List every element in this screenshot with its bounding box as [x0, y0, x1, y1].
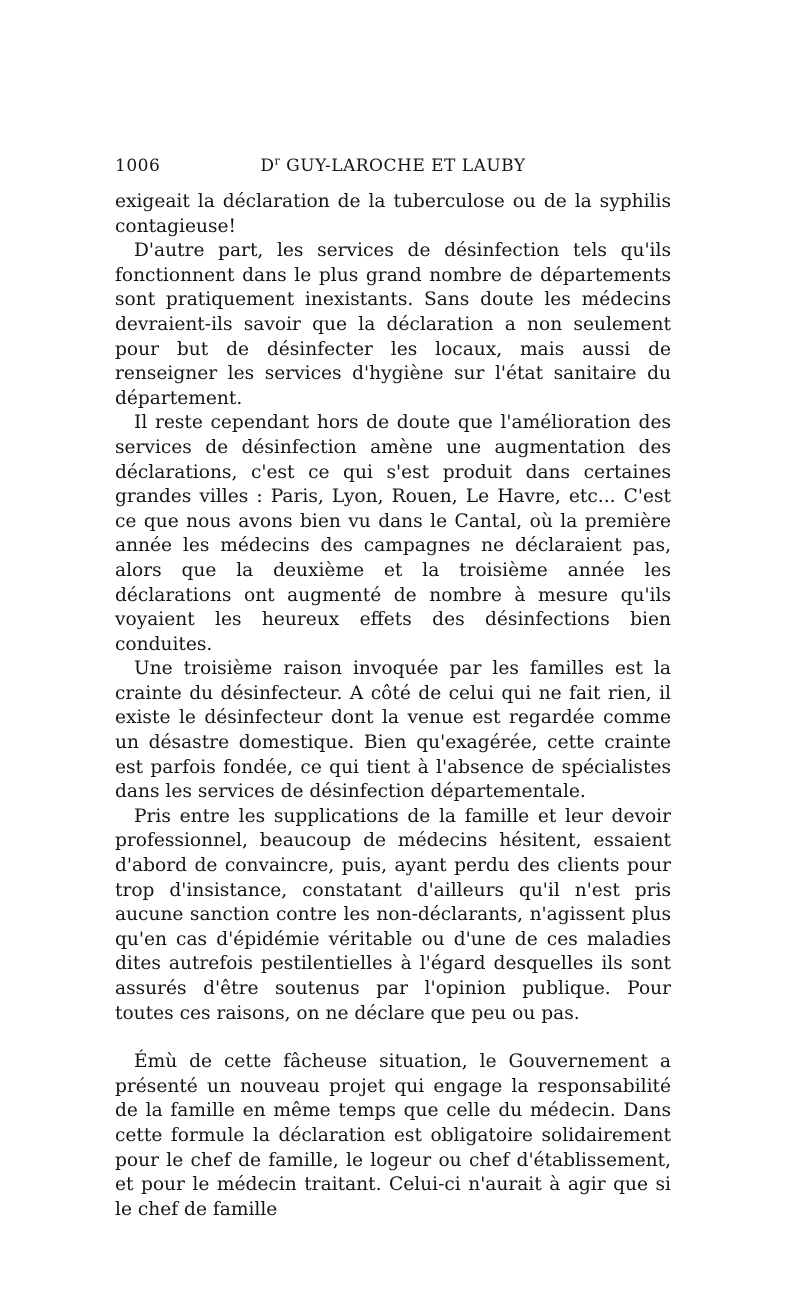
paragraph-5: Pris entre les supplications de la famille et leur devoir professionnel, beaucoup de médecins hésitent, essaient d'abord de convaincre, puis, ayant perdu des clients pour trop d'insistance, constatant d'ailleurs qu'il n'est pris aucune sanction contre les non-déclarants, n'agissent plus qu'en cas d'épidémie véritable ou d'une de ces maladies dites autrefois pestilentielles à l'égard desquelles ils sont assurés d'être soutenus par l'opinion publique. Pour toutes ces raisons, on ne déclare que peu ou pas. — [115, 805, 671, 1024]
page-number: 1006 — [115, 156, 161, 176]
running-title — [115, 156, 671, 176]
paragraph-4: Une troisième raison invoquée par les familles est la crainte du désinfecteur. A côté de celui qui ne fait rien, il existe le désinfecteur dont la venue est regardée comme un désastre domestique. Bien qu'exagérée, cette crainte est parfois fondée, ce qui tient à l'absence de spécialistes dans les services de désinfection départementale. — [115, 658, 671, 803]
paragraph-6: Émù de cette fâcheuse situation, le Gouvernement a présenté un nouveau projet qui engage la responsabilité de la famille en même temps que celle du médecin. Dans cette formule la déclaration est obligatoire solidairement pour le chef de famille, le logeur ou chef d'établissement, et pour le médecin traitant. Celui-ci n'aurait à agir que si le chef de famille — [115, 1051, 671, 1220]
paragraph-2: D'autre part, les services de désinfection tels qu'ils fonctionnent dans le plus grand nombre de départements sont pratiquement inexistants. Sans doute les médecins devraient-ils savoir que la déclaration a non seulement pour but de désinfecter les locaux, mais aussi de renseigner les services d'hygiène sur l'état sanitaire du département. — [115, 240, 671, 409]
author-prefix: D — [260, 156, 275, 176]
paragraph-1: exigeait la déclaration de la tuberculose ou de la syphilis contagieuse! — [115, 191, 671, 237]
body-text — [115, 190, 671, 1222]
author-names: GUY-LAROCHE ET LAUBY — [280, 156, 526, 176]
author-superscript: r — [274, 154, 281, 168]
paragraph-3: Il reste cependant hors de doute que l'amélioration des services de désinfection amène une augmentation des déclarations, c'est ce qui s'est produit dans certaines grandes villes : Paris, Lyon, Rouen, Le Havre, etc... C'est ce que nous avons bien vu dans le Cantal, où la première année les médecins des campagnes ne déclaraient pas, alors que la deuxième et la troisième année les déclarations ont augmenté de nombre à mesure qu'ils voyaient les heureux effets des désinfections bien conduites. — [115, 412, 671, 655]
running-header — [115, 156, 671, 180]
